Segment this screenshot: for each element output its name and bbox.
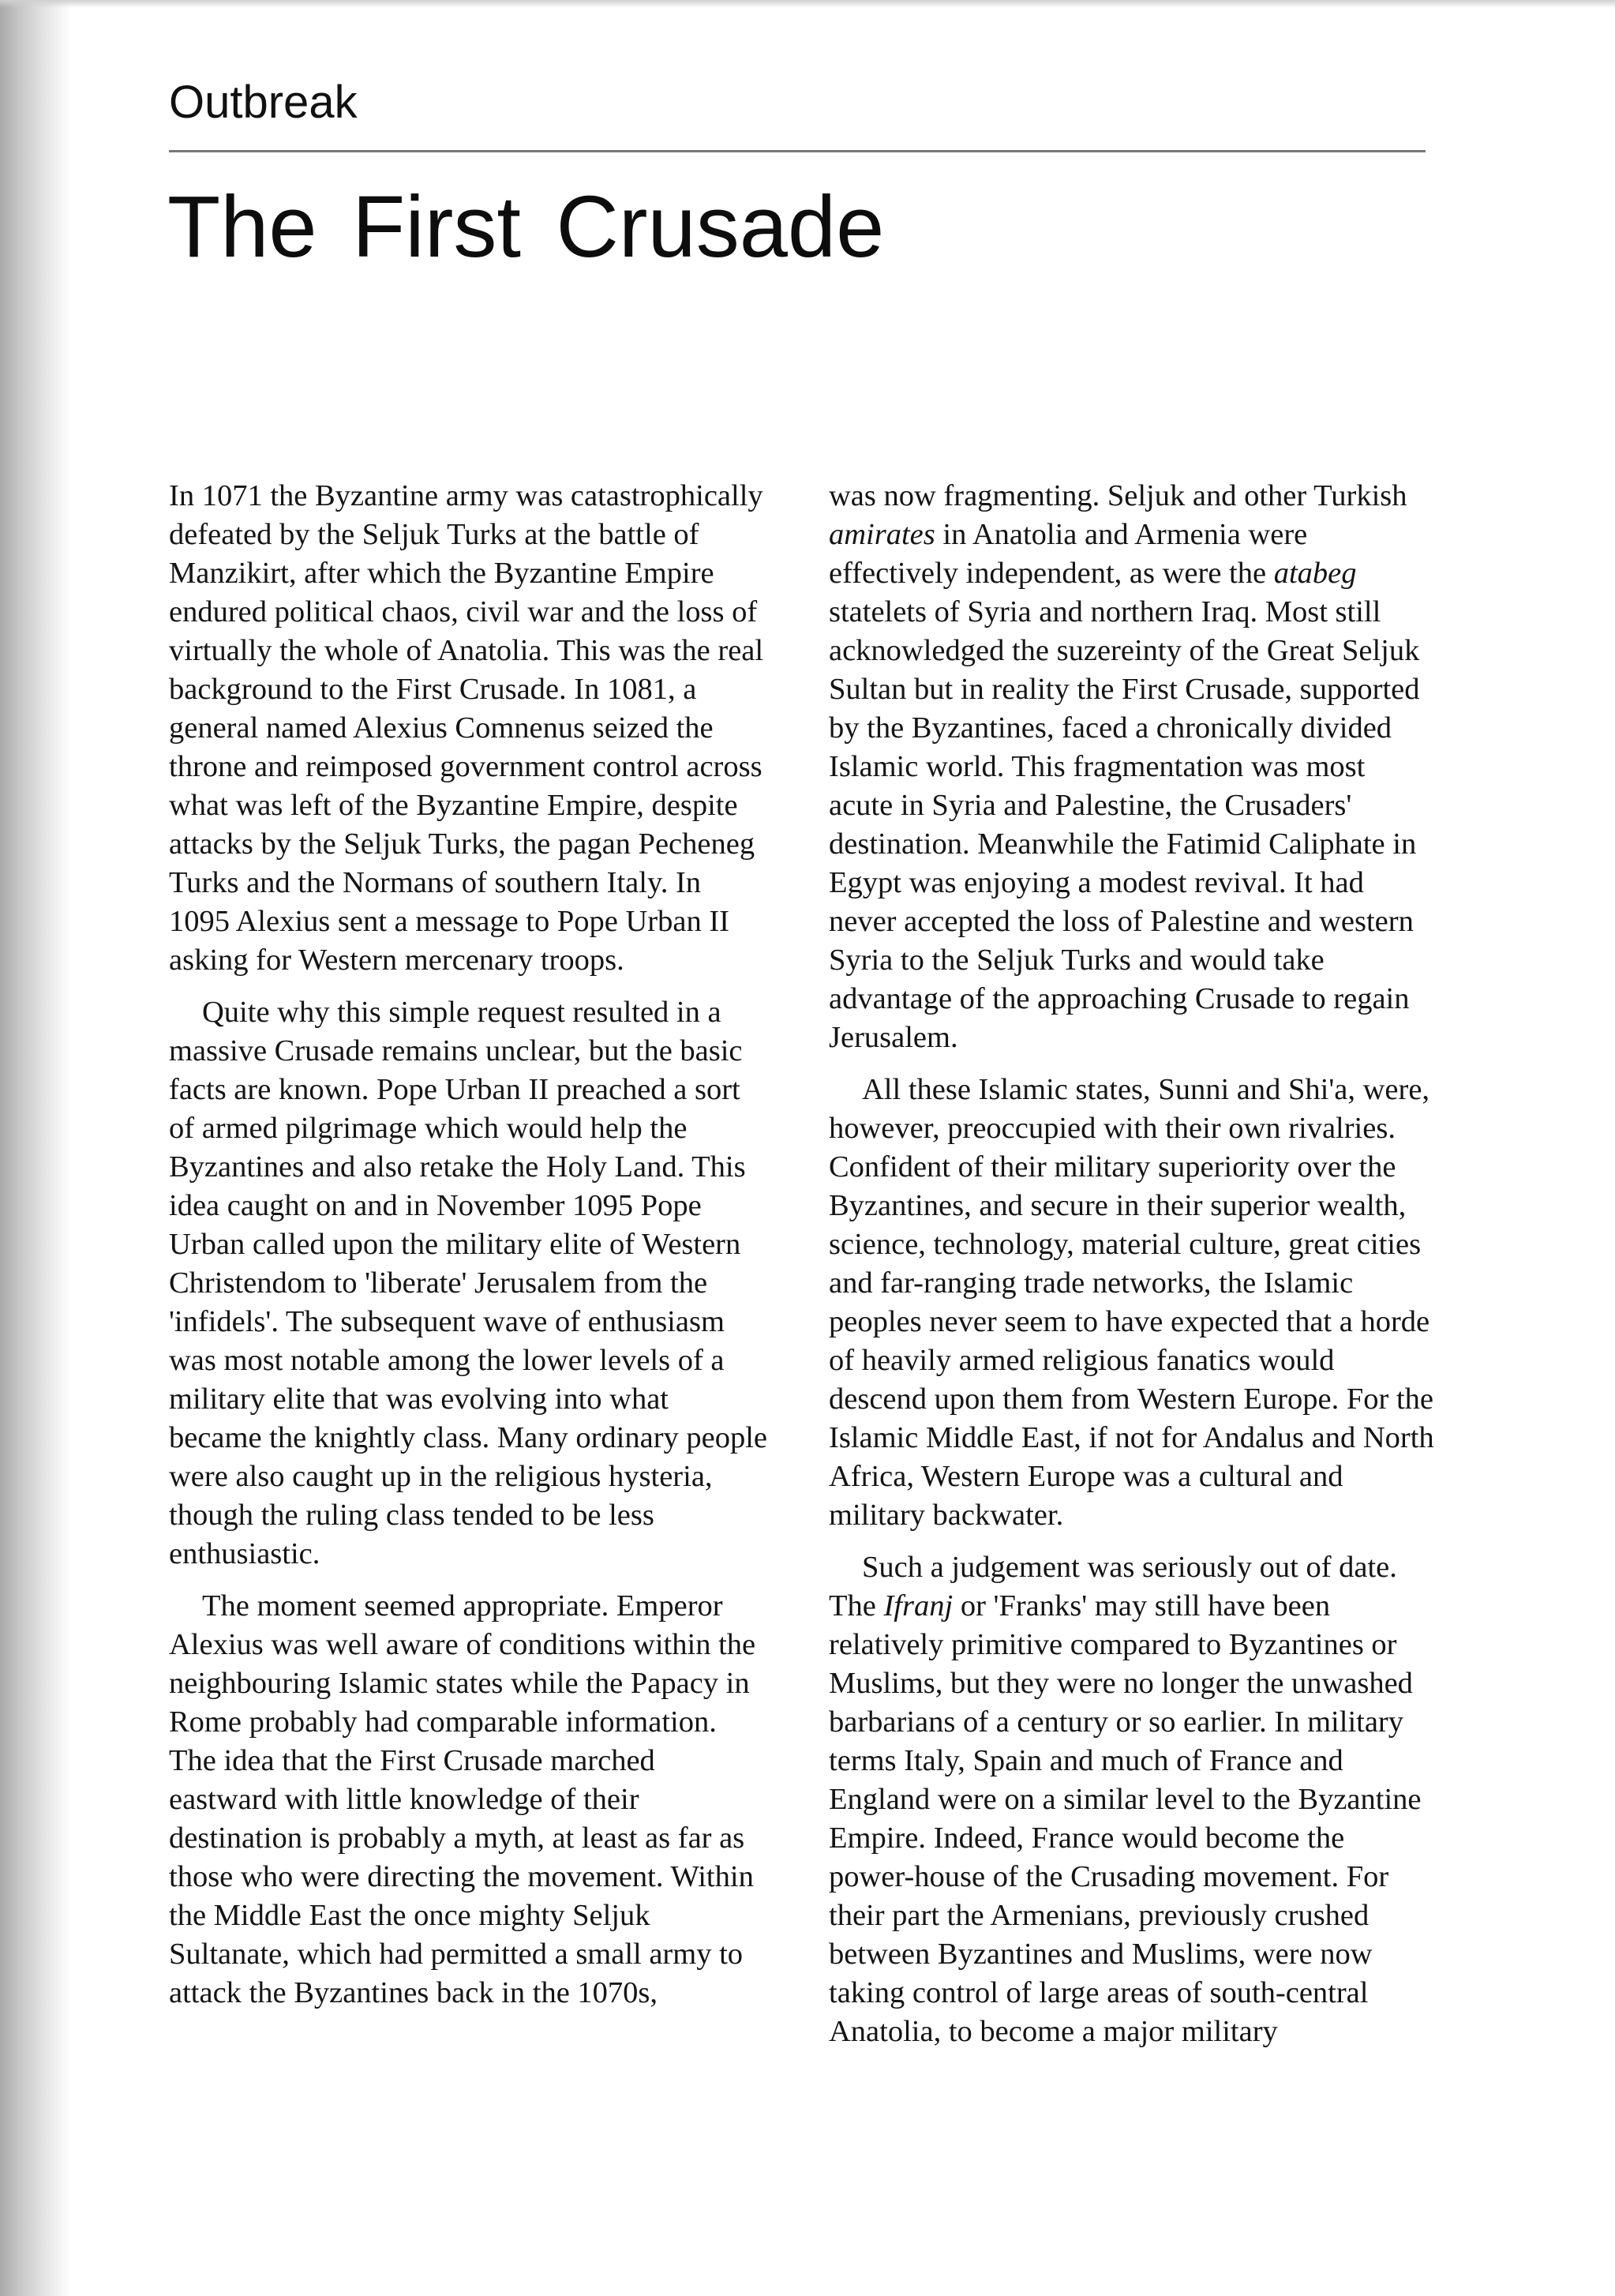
section-label: Outbreak bbox=[169, 77, 358, 128]
text-run: or 'Franks' may still have been relatively primitive compared to Byzantines or Muslims, but they were no longer the unwashed barbarians of a century or so earlier. In military terms Italy, Spain and much of France and England were on a similar level to the Byzantine Empire. Indeed, France would become the power-house of the Crusading movement. For their part the Armenians, previously crushed between Byzantines and Muslims, were now taking control of large areas of south-central Anatolia, to become a major military bbox=[829, 1589, 1422, 2048]
text-run: in Anatolia and Armenia were effectively independent, as were the bbox=[829, 518, 1308, 590]
paragraph: All these Islamic states, Sunni and Shi'a, were, however, preoccupied with their own rivalries. Confident of their military superiority over the Byzantines, and secure in their superior wealth, science, technology, material culture, great cities and far-ranging trade networks, the Islamic peoples never seem to have expected that a horde of heavily armed religious fanatics would descend upon them from Western Europe. For the Islamic Middle East, if not for Andalus and North Africa, Western Europe was a cultural and military backwater. bbox=[829, 1073, 1434, 1532]
right-column bbox=[829, 477, 1437, 2051]
paragraph: Quite why this simple request resulted in a massive Crusade remains unclear, but the basic facts are known. Pope Urban II preached a sort of armed pilgrimage which would help the Byzantines and also retake the Holy Land. This idea caught on and in November 1095 Pope Urban called upon the military elite of Western Christendom to 'liberate' Jerusalem from the 'infidels'. The subsequent wave of enthusiasm was most notable among the lower levels of a military elite that was evolving into what became the knightly class. Many ordinary people were also caught up in the religious hysteria, though the ruling class tended to be less enthusiastic. bbox=[169, 996, 768, 1570]
header-rule bbox=[169, 150, 1426, 152]
italic-term: amirates bbox=[829, 518, 935, 551]
italic-term: Ifranj bbox=[883, 1589, 954, 1623]
page-title: The First Crusade bbox=[167, 178, 885, 276]
left-column bbox=[169, 477, 769, 2013]
paragraph: In 1071 the Byzantine army was catastrophically defeated by the Seljuk Turks at the battle of Manzikirt, after which the Byzantine Empire endured political chaos, civil war and the loss of virtually the whole of Anatolia. This was the real background to the First Crusade. In 1081, a general named Alexius Comnenus seized the throne and reimposed government control across what was left of the Byzantine Empire, despite attacks by the Seljuk Turks, the pagan Pecheneg Turks and the Normans of southern Italy. In 1095 Alexius sent a message to Pope Urban II asking for Western mercenary troops. bbox=[169, 479, 764, 977]
paragraph bbox=[829, 1548, 1437, 2051]
italic-term: atabeg bbox=[1273, 557, 1357, 590]
paragraph: The moment seemed appropriate. Emperor Alexius was well aware of conditions within the neighbouring Islamic states while the Papacy in Rome probably had comparable information. The idea that the First Crusade marched eastward with little knowledge of their destination is probably a myth, at least as far as those who were directing the movement. Within the Middle East the once mighty Seljuk Sultanate, which had permitted a small army to attack the Byzantines back in the 1070s, bbox=[169, 1589, 756, 2009]
text-run: Such a judgement was seriously out of date. The bbox=[829, 1551, 1397, 1623]
text-run: was now fragmenting. Seljuk and other Turkish bbox=[829, 479, 1407, 512]
page-top-edge bbox=[0, 0, 1615, 8]
text-run: statelets of Syria and northern Iraq. Most still acknowledged the suzereinty of the Great Seljuk Sultan but in reality the First Crusade, supported by the Byzantines, faced a chronically divided Islamic world. This fragmentation was most acute in Syria and Palestine, the Crusaders' destination. Meanwhile the Fatimid Caliphate in Egypt was enjoying a modest revival. It had never accepted the loss of Palestine and western Syria to the Seljuk Turks and would take advantage of the approaching Crusade to regain Jerusalem. bbox=[829, 595, 1420, 1054]
page-gutter-shadow bbox=[0, 0, 71, 2296]
paragraph bbox=[829, 477, 1437, 1057]
